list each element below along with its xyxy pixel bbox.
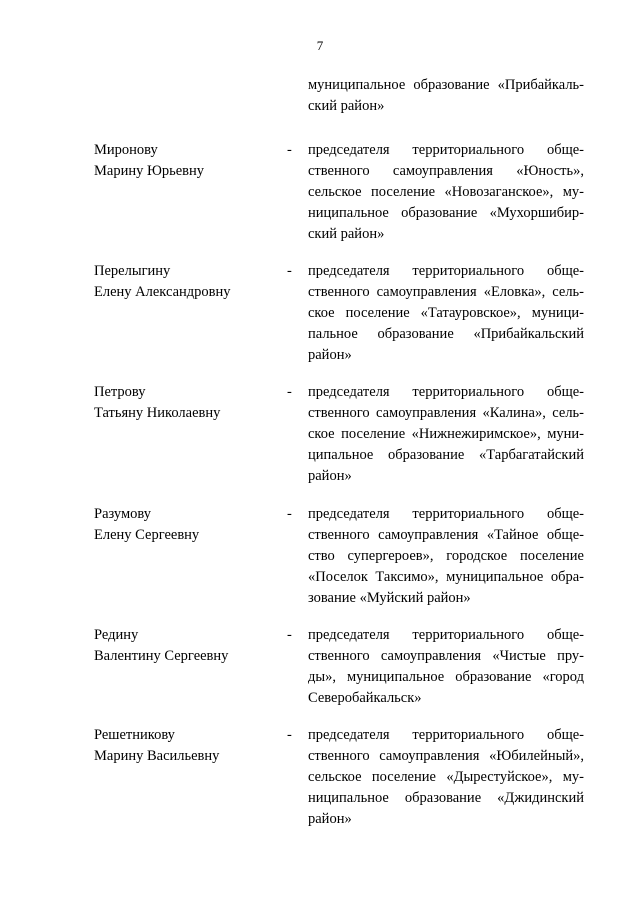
description-line: район» [308, 811, 352, 827]
description-line: ственного самоуправления «Чистые пру- [308, 648, 584, 664]
entry-dash: - [287, 627, 292, 643]
person-surname: Перелыгину [94, 263, 171, 279]
person-given-name: Валентину Сергеевну [94, 648, 229, 664]
person-given-name: Татьяну Николаевну [94, 405, 221, 421]
description-line: председателя территориального обще- [308, 506, 584, 522]
person-name [94, 382, 284, 424]
person-surname: Решетникову [94, 727, 175, 743]
person-given-name: Марину Юрьевну [94, 163, 205, 179]
person-surname: Петрову [94, 384, 146, 400]
description-line: сельское поселение «Новозаганское», му- [308, 184, 584, 200]
description-line: ственного самоуправления «Тайное обще- [308, 527, 584, 543]
description-line: пальное образование «Прибайкальский [308, 326, 584, 342]
person-description [308, 382, 584, 487]
description-line: сельское поселение «Дырестуйское», му- [308, 769, 584, 785]
person-name [94, 261, 284, 303]
person-name [94, 504, 284, 546]
description-line: председателя территориального обще- [308, 384, 584, 400]
description-line: ское поселение «Нижнежиримское», муни- [308, 426, 584, 442]
entry-dash: - [287, 263, 292, 279]
entry-dash: - [287, 142, 292, 158]
description-line: ственного самоуправления «Юбилейный», [308, 748, 584, 764]
description-line: ниципальное образование «Мухоршибир- [308, 205, 584, 221]
description-line: ство супергероев», городское поселение [308, 548, 584, 564]
description-line: ственного самоуправления «Калина», сель- [308, 405, 584, 421]
description-line: ниципальное образование «Джидинский [308, 790, 584, 806]
description-line: район» [308, 347, 352, 363]
description-line: Северобайкальск» [308, 690, 422, 706]
person-surname: Миронову [94, 142, 158, 158]
person-name [94, 140, 284, 182]
description-line: ственного самоуправления «Еловка», сель- [308, 284, 584, 300]
continuation-line: муниципальное образование «Прибайкаль- [308, 77, 584, 93]
person-description [308, 725, 584, 830]
person-given-name: Марину Васильевну [94, 748, 220, 764]
description-line: ципальное образование «Тарбагатайский [308, 447, 584, 463]
person-name [94, 725, 284, 767]
description-line: ское поселение «Татауровское», муници- [308, 305, 584, 321]
description-line: ственного самоуправления «Юность», [308, 163, 584, 179]
description-line: председателя территориального обще- [308, 263, 584, 279]
description-line: председателя территориального обще- [308, 142, 584, 158]
description-line: ды», муниципальное образование «город [308, 669, 584, 685]
description-line: председателя территориального обще- [308, 727, 584, 743]
continuation-text [308, 75, 584, 117]
entry-dash: - [287, 506, 292, 522]
description-line: район» [308, 468, 352, 484]
person-description [308, 504, 584, 609]
person-description [308, 625, 584, 709]
person-surname: Разумову [94, 506, 152, 522]
continuation-line: ский район» [308, 98, 385, 114]
description-line: председателя территориального обще- [308, 627, 584, 643]
person-surname: Редину [94, 627, 139, 643]
description-line: «Поселок Таксимо», муниципальное обра- [308, 569, 584, 585]
person-description [308, 140, 584, 245]
description-line: зование «Муйский район» [308, 590, 471, 606]
person-given-name: Елену Александровну [94, 284, 231, 300]
person-description [308, 261, 584, 366]
page-number: 7 [316, 38, 324, 53]
person-given-name: Елену Сергеевну [94, 527, 200, 543]
person-name [94, 625, 284, 667]
entry-dash: - [287, 384, 292, 400]
description-line: ский район» [308, 226, 385, 242]
entry-dash: - [287, 727, 292, 743]
